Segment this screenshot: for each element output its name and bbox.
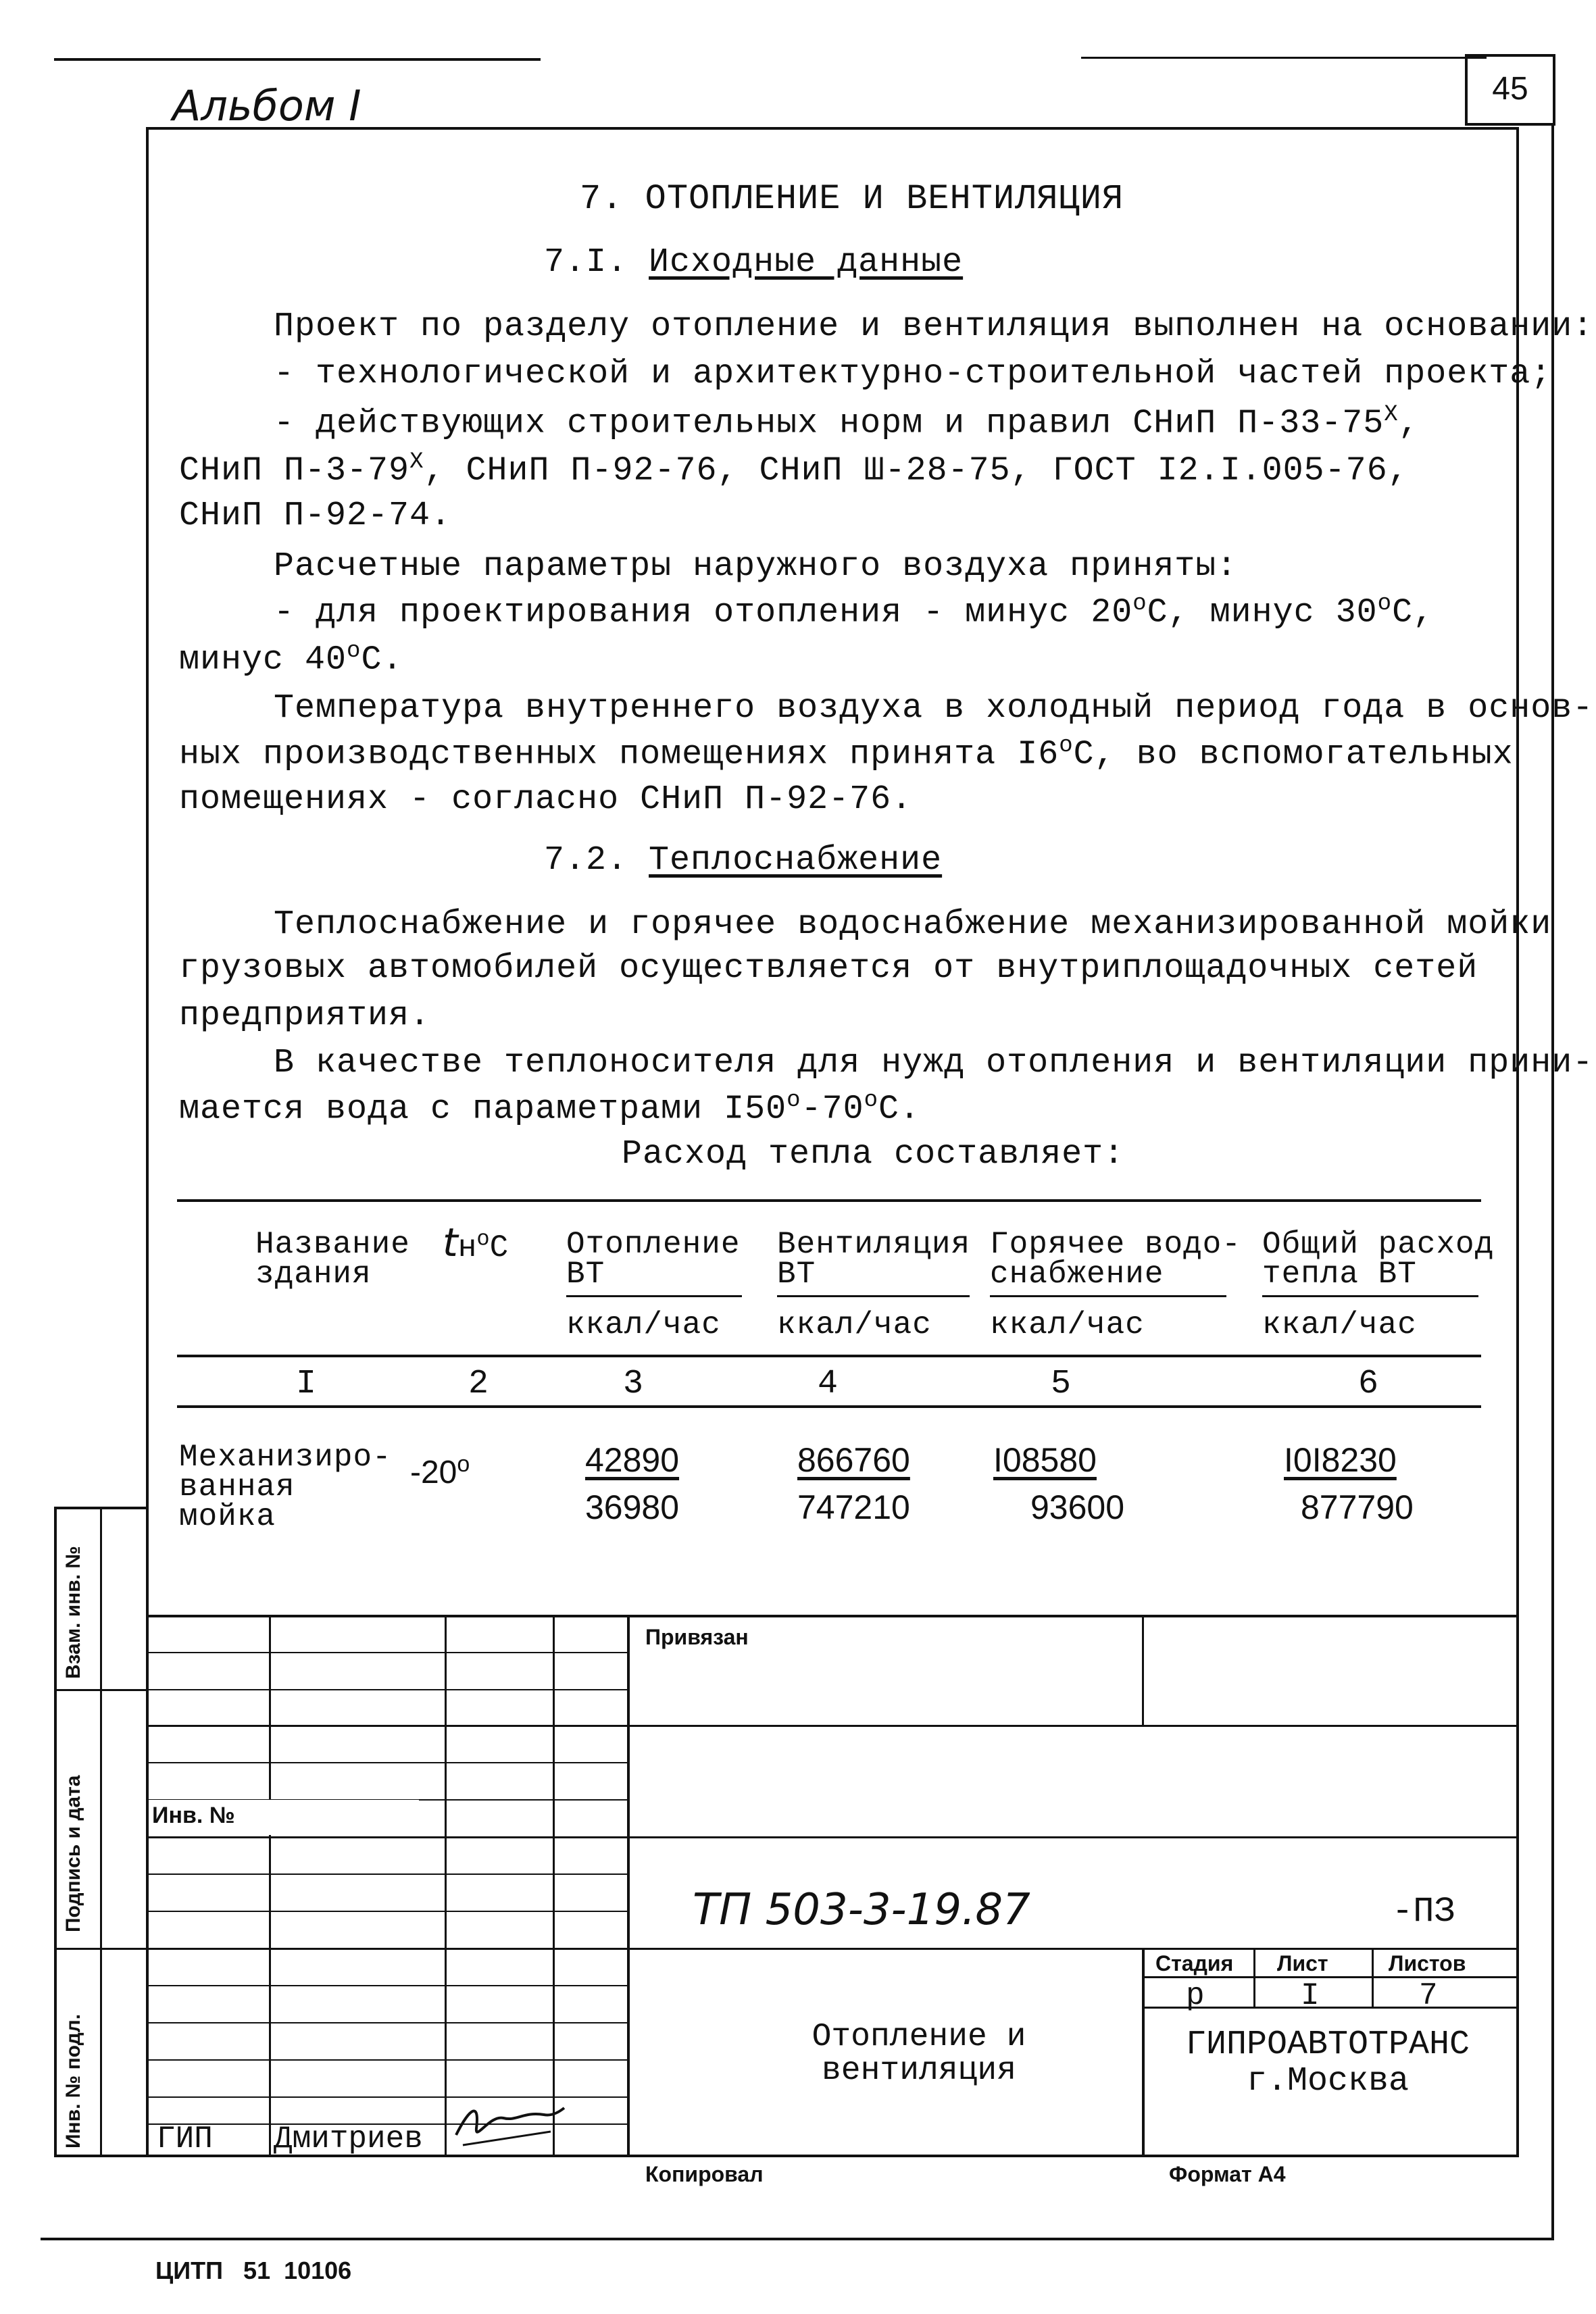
sheets-value: 7 <box>1419 1978 1438 2013</box>
row-name-1: Механизиро- <box>179 1440 392 1475</box>
col-num-6: 6 <box>1358 1365 1380 1403</box>
col-num-5: 5 <box>1051 1365 1072 1403</box>
th-vent <box>777 1227 971 1292</box>
para3-line2-b: С, во вспомогательных <box>1073 735 1514 774</box>
th-t-deg: о <box>476 1226 490 1252</box>
deg-3: о <box>347 638 361 664</box>
stamp-vline-1 <box>269 1615 271 2157</box>
privyazan-label: Привязан <box>645 1625 749 1649</box>
deg-4: о <box>1059 733 1074 759</box>
stamp-org <box>1169 2027 1487 2100</box>
stamp-top-rule <box>146 1615 1519 1617</box>
stamp-row-10 <box>146 1985 628 1986</box>
para1-line4 <box>179 449 1409 491</box>
top-rule-left <box>54 58 541 61</box>
row-t <box>410 1451 470 1491</box>
para4-line3: предприятия. <box>179 997 431 1035</box>
table-caption: Расход тепла составляет: <box>622 1135 1125 1174</box>
stamp-row-6 <box>146 1836 1519 1838</box>
para2-line2-b: С, минус 30 <box>1147 593 1378 632</box>
para1-line3: - действующих строительных норм и правил СНиП $П-33-75^X$, <box>274 402 1420 443</box>
row-heating-1: 42890 <box>585 1441 680 1479</box>
th-total-underline <box>1262 1295 1478 1297</box>
stamp-title-2: вентиляция <box>821 2053 1017 2089</box>
th-t-sub: н <box>457 1230 477 1265</box>
page-number: 45 <box>1492 71 1528 107</box>
th-vent-1: Вентиляция <box>777 1227 971 1262</box>
top-rule-right <box>1081 57 1487 59</box>
side-label-inv: Инв. № подл. <box>62 2013 84 2148</box>
doc-code: ТП 503-3-19.87 <box>693 1885 1030 1935</box>
para4-line1: Теплоснабжение и горячее водоснабжение механизированной мойки <box>274 905 1552 944</box>
stamp-person: Дмитриев <box>274 2121 423 2157</box>
th-heating <box>566 1227 741 1292</box>
deg-1: о <box>1132 591 1147 617</box>
stamp-row-2 <box>146 1689 628 1690</box>
row-hotwater-2: 93600 <box>1030 1488 1125 1526</box>
stamp-role: ГИП <box>157 2121 213 2157</box>
sheets-label: Листов <box>1389 1951 1466 1976</box>
th-name <box>255 1227 410 1292</box>
para3-line1: Температура внутреннего воздуха в холодный период года в основ- <box>274 689 1594 728</box>
para2-line3 <box>179 638 403 680</box>
para5-line2-c: С. <box>878 1090 920 1129</box>
deg-6: о <box>864 1088 878 1113</box>
side-divider-1 <box>54 1689 146 1691</box>
subsection-1-num: 7.I. <box>544 243 628 282</box>
para3-line2 <box>179 733 1514 774</box>
para2-line3-a: минус 40 <box>179 640 347 680</box>
row-name-2: ванная <box>179 1469 295 1505</box>
row-name <box>179 1442 392 1532</box>
stamp-vline-2 <box>445 1615 447 2157</box>
row-hotwater-1: I08580 <box>993 1441 1097 1479</box>
subsection-2-title: Теплоснабжение <box>649 841 943 880</box>
th-hotwater-unit: ккал/час <box>990 1307 1145 1342</box>
para3-line3: помещениях - согласно СНиП П-92-76. <box>179 780 913 819</box>
subsection-1-title: Исходные данные <box>649 243 964 282</box>
row-heating-2: 36980 <box>585 1488 680 1526</box>
stamp-org-1: ГИПРОАВТОТРАНС <box>1185 2026 1470 2064</box>
th-t-unit: С <box>489 1230 509 1265</box>
th-name-1: Название <box>255 1227 410 1262</box>
stage-label: Стадия <box>1155 1951 1234 1976</box>
stamp-row-4 <box>146 1762 628 1763</box>
para1-line1: Проект по разделу отопление и вентиляция выполнен на основании: <box>274 307 1594 346</box>
stamp-vline-3 <box>553 1615 555 2157</box>
side-divider-vert <box>100 1507 102 2157</box>
section-title: 7. ОТОПЛЕНИЕ И ВЕНТИЛЯЦИЯ <box>580 179 1124 219</box>
th-heating-1: Отопление <box>566 1227 741 1262</box>
stamp-row-9 <box>146 1948 1519 1950</box>
th-hotwater <box>990 1227 1241 1292</box>
stamp-vline-4 <box>627 1615 630 2157</box>
th-hotwater-1: Горячее водо- <box>990 1227 1241 1262</box>
para2-line2-c: С, <box>1392 593 1435 632</box>
subsection-2-num: 7.2. <box>544 841 628 880</box>
col-num-1: I <box>296 1365 318 1403</box>
th-hotwater-underline <box>990 1295 1226 1297</box>
th-t <box>443 1219 508 1265</box>
row-t-value: -20 <box>410 1455 457 1490</box>
side-divider-2 <box>54 1948 146 1950</box>
th-vent-unit: ккал/час <box>777 1307 932 1342</box>
para2-line3-b: С. <box>361 640 403 680</box>
stamp-row-3 <box>146 1725 1519 1727</box>
para5-line2-a: мается вода с параметрами I50 <box>179 1090 787 1129</box>
table-header-rule <box>177 1355 1481 1357</box>
para2-line2-a: - для проектирования отопления - минус 20 <box>274 593 1133 632</box>
th-vent-underline <box>777 1295 970 1297</box>
th-total-unit: ккал/час <box>1262 1307 1417 1342</box>
subsection-1 <box>544 243 963 282</box>
stage-col-1 <box>1253 1948 1255 2007</box>
outer-bottom-line <box>41 2238 1554 2240</box>
stamp-title-1: Отопление и <box>812 2019 1026 2055</box>
privyazan-divider <box>1142 1615 1144 1726</box>
subsection-2 <box>544 841 942 880</box>
footer-code: ЦИТП 51 10106 <box>155 2257 352 2284</box>
col-num-4: 4 <box>818 1365 839 1403</box>
th-heating-unit: ккал/час <box>566 1307 721 1342</box>
row-vent-1: 866760 <box>797 1441 910 1479</box>
para2-line1: Расчетные параметры наружного воздуха приняты: <box>274 547 1238 586</box>
stamp-title <box>791 2020 1047 2088</box>
para5-line2-b: -70 <box>801 1090 864 1129</box>
th-heating-underline <box>566 1295 742 1297</box>
outer-right-line <box>1551 126 1554 2240</box>
album-label: Альбом I <box>172 81 361 130</box>
table-top-rule <box>177 1199 1481 1202</box>
stamp-row-1 <box>146 1652 628 1653</box>
col-num-3: 3 <box>623 1365 645 1403</box>
stamp-row-12 <box>146 2059 628 2061</box>
table-numbers-rule <box>177 1405 1481 1408</box>
th-vent-2: ВТ <box>777 1257 816 1292</box>
deg-5: о <box>787 1088 801 1113</box>
para3-line2-a: ных производственных помещениях принята I6 <box>179 735 1059 774</box>
row-vent-2: 747210 <box>797 1488 910 1526</box>
sheet-label: Лист <box>1277 1951 1328 1976</box>
row-t-deg: о <box>457 1451 470 1477</box>
row-total-1: I0I8230 <box>1284 1441 1397 1479</box>
para2-line2 <box>274 591 1434 632</box>
para1-line2: - технологической и архитектурно-строительной частей проекта; <box>274 355 1552 393</box>
para1-line3-text: - действующих строительных норм и правил СНиП П-33-75 <box>274 404 1385 443</box>
stamp-org-2: г.Москва <box>1246 2062 1410 2101</box>
stamp-row-8 <box>146 1911 628 1912</box>
th-total-1: Общий расход <box>1262 1227 1495 1262</box>
th-total <box>1262 1227 1495 1292</box>
side-label-podpis: Подпись и дата <box>62 1775 84 1932</box>
sheet-value: I <box>1301 1978 1320 2013</box>
sup-x-2: X <box>409 449 424 475</box>
stage-col-2 <box>1372 1948 1374 2007</box>
para1-line4-b: , СНиП П-92-76, СНиП Ш-28-75, ГОСТ I2.I.005-76, <box>424 451 1409 491</box>
para5-line1: В качестве теплоносителя для нужд отопления и вентиляции прини- <box>274 1044 1594 1082</box>
copied-label: Копировал <box>645 2162 764 2186</box>
th-total-2: тепла ВТ <box>1262 1257 1417 1292</box>
sup-x-1: X <box>1384 402 1399 428</box>
th-hotwater-2: снабжение <box>990 1257 1164 1292</box>
stage-block-left <box>1142 1948 1145 2157</box>
para1-line4-a: СНиП П-3-79 <box>179 451 410 491</box>
side-label-vzam: Взам. инв. № <box>62 1546 84 1679</box>
stage-value: р <box>1186 1978 1205 2013</box>
col-num-2: 2 <box>468 1365 490 1403</box>
inv-no-label: Инв. № <box>152 1803 235 1828</box>
para1-line5: СНиП П-92-74. <box>179 497 452 535</box>
stamp-row-7 <box>146 1873 628 1875</box>
th-heating-2: ВТ <box>566 1257 605 1292</box>
doc-suffix: -ПЗ <box>1392 1892 1455 1932</box>
th-name-2: здания <box>255 1257 372 1292</box>
th-t-label: t <box>443 1219 458 1265</box>
para4-line2: грузовых автомобилей осуществляется от внутриплощадочных сетей <box>179 949 1478 988</box>
stamp-row-11 <box>146 2022 628 2023</box>
format-label: Формат А4 <box>1169 2162 1286 2186</box>
deg-2: о <box>1377 591 1393 617</box>
row-total-2: 877790 <box>1301 1488 1414 1526</box>
signature-icon <box>449 2081 571 2155</box>
para5-line2 <box>179 1088 920 1129</box>
row-name-3: мойка <box>179 1499 276 1534</box>
